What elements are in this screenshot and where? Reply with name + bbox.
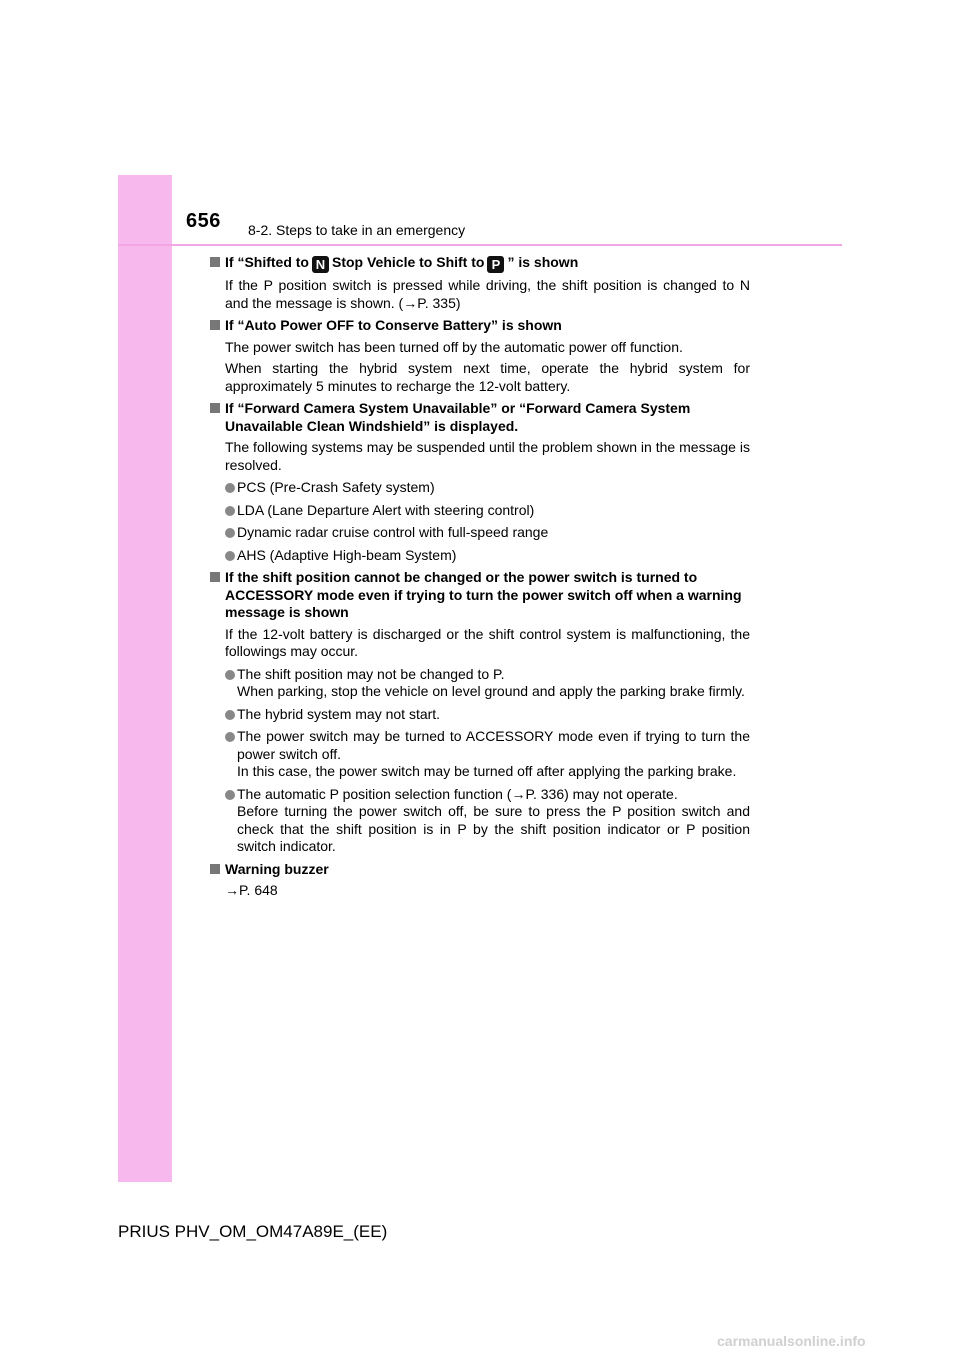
dot-bullet-icon <box>225 483 235 493</box>
section-heading: If “Shifted to N Stop Vehicle to Shift to P ” is shown <box>210 254 750 273</box>
page-header <box>118 210 842 246</box>
section-buzzer <box>210 861 750 900</box>
dot-bullet-icon <box>225 670 235 680</box>
dot-bullet-icon <box>225 551 235 561</box>
list-item: The hybrid system may not start. <box>210 706 750 724</box>
section-body: The following systems may be suspended until the problem shown in the message is resolved. <box>225 439 750 473</box>
section-body: →P. 648 <box>225 882 278 898</box>
list-item: Dynamic radar cruise control with full-speed range <box>210 524 750 542</box>
side-band <box>118 175 172 1182</box>
document-code: PRIUS PHV_OM_OM47A89E_(EE) <box>118 1222 388 1241</box>
dot-bullet-icon <box>225 732 235 742</box>
section-camera <box>210 400 750 564</box>
page-content <box>210 254 750 905</box>
page-number: 656 <box>186 210 221 232</box>
chapter-title: 8-2. Steps to take in an emergency <box>248 222 466 238</box>
square-bullet-icon <box>210 257 220 267</box>
square-bullet-icon <box>210 403 220 413</box>
list-item: The shift position may not be changed to P. When parking, stop the vehicle on level ground and apply the parking brake firmly. <box>210 666 750 701</box>
section-heading: If “Auto Power OFF to Conserve Battery” is shown <box>210 317 750 335</box>
header-rule <box>118 244 842 246</box>
list-item: PCS (Pre-Crash Safety system) <box>210 479 750 497</box>
section-heading: If “Forward Camera System Unavailable” or “Forward Camera System Unavailable Clean Windshield” is displayed. <box>210 400 750 435</box>
section-shifted <box>210 254 750 312</box>
section-body: When starting the hybrid system next time, operate the hybrid system for approximately 5 minutes to recharge the 12-volt battery. <box>225 360 750 394</box>
dot-bullet-icon <box>225 506 235 516</box>
list-item: LDA (Lane Departure Alert with steering control) <box>210 502 750 520</box>
section-body: The power switch has been turned off by the automatic power off function. <box>225 338 683 355</box>
list-item: AHS (Adaptive High-beam System) <box>210 547 750 565</box>
section-body: If the 12-volt battery is discharged or the shift control system is malfunctioning, the followings may occur. <box>225 625 750 659</box>
list-item: The automatic P position selection function (→P. 336) may not operate. Before turning the power switch off, be sure to press the P position switch and check that the shift position is in P by the shift position indicator or P position switch indicator. <box>210 786 750 856</box>
dot-bullet-icon <box>225 790 235 800</box>
dot-bullet-icon <box>225 710 235 720</box>
section-auto-power <box>210 317 750 395</box>
gear-n-icon: N <box>312 256 329 273</box>
section-heading: If the shift position cannot be changed or the power switch is turned to ACCESSORY mode even if trying to turn the power switch off when a warning message is shown <box>210 569 750 622</box>
section-body: If the P position switch is pressed while driving, the shift position is changed to N and the message is shown. (→P. 335) <box>225 277 750 311</box>
section-shift-cannot <box>210 569 750 856</box>
list-item: The power switch may be turned to ACCESSORY mode even if trying to turn the power switch off. In this case, the power switch may be turned off after applying the parking brake. <box>210 728 750 781</box>
square-bullet-icon <box>210 572 220 582</box>
section-heading: Warning buzzer <box>210 861 750 879</box>
square-bullet-icon <box>210 864 220 874</box>
gear-p-icon: P <box>487 256 504 273</box>
square-bullet-icon <box>210 320 220 330</box>
dot-bullet-icon <box>225 528 235 538</box>
watermark: carmanualsonline.info <box>717 1333 866 1349</box>
